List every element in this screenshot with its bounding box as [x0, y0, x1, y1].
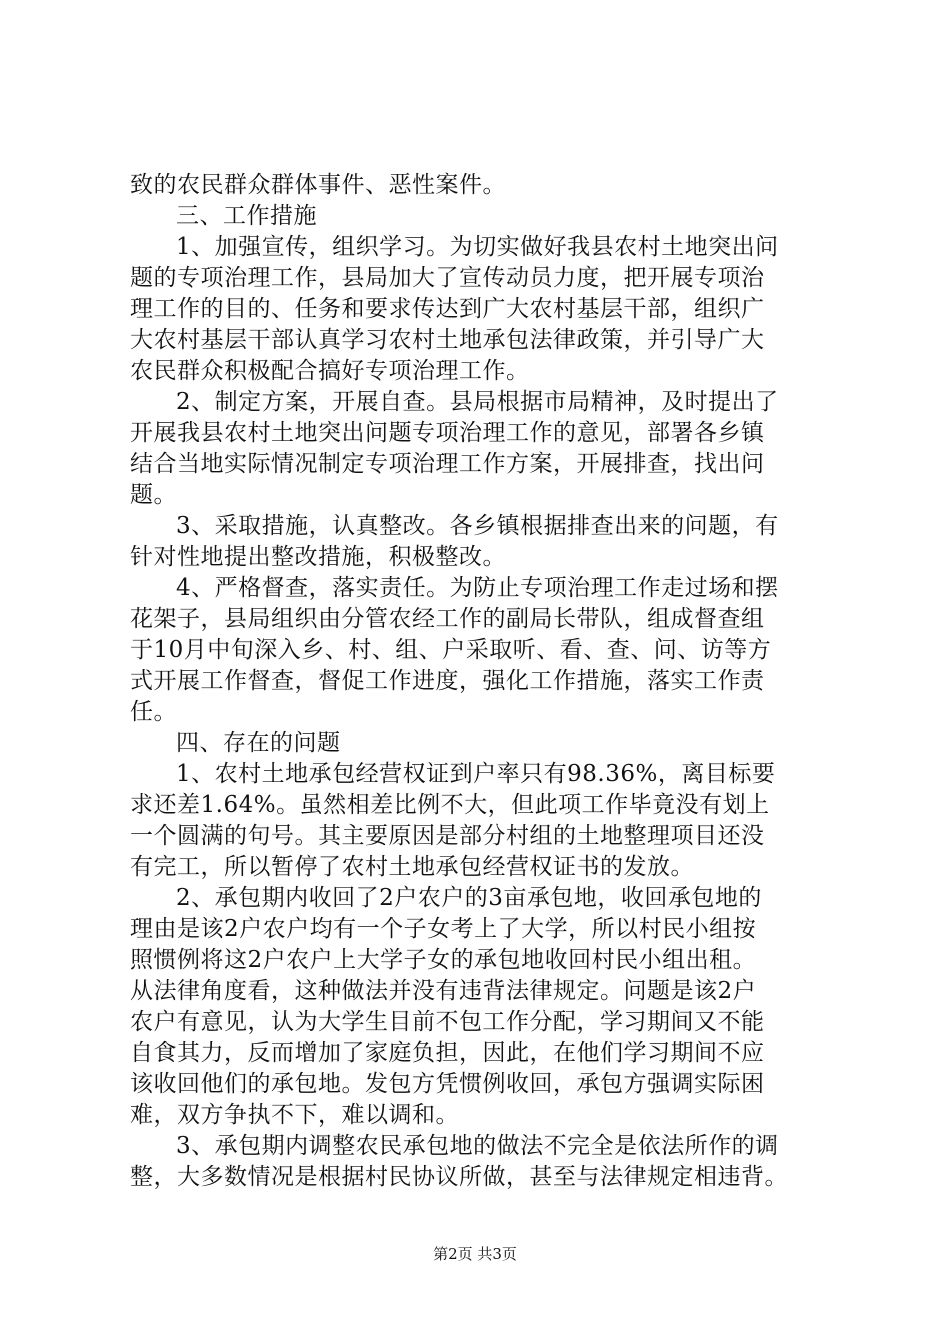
body-line: 大农村基层干部认真学习农村土地承包法律政策，并引导广大	[130, 327, 765, 353]
body-line: 农民群众积极配合搞好专项治理工作。	[130, 358, 530, 384]
body-line: 题的专项治理工作，县局加大了宣传动员力度，把开展专项治	[130, 265, 765, 291]
section-heading: 三、工作措施	[176, 203, 317, 229]
body-line: 整，大多数情况是根据村民协议所做，甚至与法律规定相违背。	[130, 1164, 788, 1190]
page-number-footer: 第2页 共3页	[433, 1245, 517, 1263]
body-line: 2、制定方案，开展自查。县局根据市局精神，及时提出了	[176, 389, 779, 415]
body-line: 3、承包期内调整农民承包地的做法不完全是依法所作的调	[176, 1133, 779, 1159]
body-line: 式开展工作督查，督促工作进度，强化工作措施，落实工作责	[130, 668, 765, 694]
body-line: 开展我县农村土地突出问题专项治理工作的意见，部署各乡镇	[130, 420, 765, 446]
body-line: 农户有意见，认为大学生目前不包工作分配，学习期间又不能	[130, 1009, 765, 1035]
body-line: 针对性地提出整改措施，积极整改。	[130, 544, 506, 570]
body-line: 花架子，县局组织由分管农经工作的副局长带队，组成督查组	[130, 606, 765, 632]
body-line: 从法律角度看，这种做法并没有违背法律规定。问题是该2户	[130, 978, 757, 1004]
body-line: 照惯例将这2户农户上大学子女的承包地收回村民小组出租。	[130, 947, 757, 973]
body-line: 一个圆满的句号。其主要原因是部分村组的土地整理项目还没	[130, 823, 765, 849]
body-line: 难，双方争执不下，难以调和。	[130, 1102, 459, 1128]
body-line: 该收回他们的承包地。发包方凭惯例收回，承包方强调实际困	[130, 1071, 765, 1097]
body-line: 题。	[130, 482, 177, 508]
body-line: 1、农村土地承包经营权证到户率只有98.36%，离目标要	[176, 761, 776, 787]
body-line: 1、加强宣传，组织学习。为切实做好我县农村土地突出问	[176, 234, 779, 260]
body-line: 结合当地实际情况制定专项治理工作方案，开展排查，找出问	[130, 451, 765, 477]
document-body	[130, 170, 840, 1193]
body-line: 求还差1.64%。虽然相差比例不大，但此项工作毕竟没有划上	[130, 792, 770, 818]
body-line: 自食其力，反而增加了家庭负担，因此，在他们学习期间不应	[130, 1040, 765, 1066]
body-line: 于10月中旬深入乡、村、组、户采取听、看、查、问、访等方	[130, 637, 772, 663]
body-line: 4、严格督查，落实责任。为防止专项治理工作走过场和摆	[176, 575, 779, 601]
body-line: 理工作的目的、任务和要求传达到广大农村基层干部，组织广	[130, 296, 765, 322]
body-line: 2、承包期内收回了2户农户的3亩承包地，收回承包地的	[176, 885, 762, 911]
body-line: 理由是该2户农户均有一个子女考上了大学，所以村民小组按	[130, 916, 757, 942]
section-heading: 四、存在的问题	[176, 730, 341, 756]
body-line: 任。	[130, 699, 177, 725]
body-line: 有完工，所以暂停了农村土地承包经营权证书的发放。	[130, 854, 694, 880]
body-line: 致的农民群众群体事件、恶性案件。	[130, 172, 506, 198]
body-line: 3、采取措施，认真整改。各乡镇根据排查出来的问题，有	[176, 513, 779, 539]
